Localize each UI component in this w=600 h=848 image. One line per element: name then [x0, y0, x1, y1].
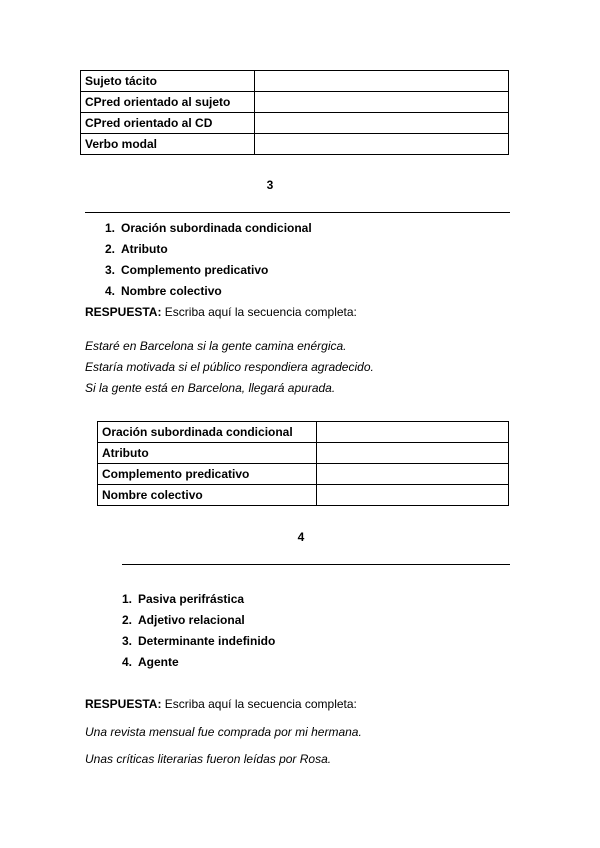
item-label: Adjetivo relacional: [138, 613, 245, 627]
item-label: Agente: [138, 655, 179, 669]
response-label: RESPUESTA:: [85, 697, 162, 711]
section-divider: [85, 212, 510, 213]
table-row-label: Nombre colectivo: [98, 485, 317, 506]
item-label: Nombre colectivo: [121, 284, 222, 298]
table-row: [81, 134, 509, 155]
response-instruction: Escriba aquí la secuencia completa:: [161, 305, 357, 319]
answer-cell[interactable]: [255, 71, 509, 92]
item-number: 4.: [105, 284, 116, 298]
answer-table-3: [97, 421, 509, 506]
table-row: [98, 464, 509, 485]
item-number: 2.: [105, 242, 116, 256]
answer-cell[interactable]: [317, 464, 509, 485]
table-row: [98, 443, 509, 464]
answer-sentence: Estaría motivada si el público respondiera agradecido.: [85, 360, 374, 374]
table-row-label: Sujeto tácito: [81, 71, 255, 92]
table-row-label: CPred orientado al sujeto: [81, 92, 255, 113]
answer-cell[interactable]: [317, 485, 509, 506]
list-item: [122, 589, 275, 610]
answer-cell[interactable]: [255, 92, 509, 113]
table-row-label: Verbo modal: [81, 134, 255, 155]
section-number-3: 3: [266, 178, 274, 192]
section-number-4: 4: [297, 530, 305, 544]
response-prompt: [85, 697, 357, 711]
answer-sentence: Si la gente está en Barcelona, llegará apurada.: [85, 381, 336, 395]
list-item: [105, 239, 312, 260]
table-row-label: Atributo: [98, 443, 317, 464]
answer-cell[interactable]: [255, 113, 509, 134]
list-item: [122, 652, 275, 673]
section-3-item-list: [105, 218, 312, 302]
answer-table-2: [80, 70, 509, 155]
item-number: 3.: [122, 634, 133, 648]
table-row-label: Oración subordinada condicional: [98, 422, 317, 443]
item-label: Determinante indefinido: [138, 634, 276, 648]
item-number: 4.: [122, 655, 133, 669]
answer-cell[interactable]: [317, 422, 509, 443]
item-label: Oración subordinada condicional: [121, 221, 312, 235]
item-number: 1.: [105, 221, 116, 235]
table-row: [81, 113, 509, 134]
item-label: Complemento predicativo: [121, 263, 269, 277]
answer-sentence: Estaré en Barcelona si la gente camina enérgica.: [85, 339, 347, 353]
section-4-item-list: [122, 589, 275, 673]
answer-cell[interactable]: [317, 443, 509, 464]
table-row-label: CPred orientado al CD: [81, 113, 255, 134]
response-label: RESPUESTA:: [85, 305, 162, 319]
table-row: [98, 485, 509, 506]
item-label: Atributo: [121, 242, 168, 256]
list-item: [122, 610, 275, 631]
section-divider: [122, 564, 510, 565]
answer-sentence: Una revista mensual fue comprada por mi hermana.: [85, 725, 362, 739]
table-row-label: Complemento predicativo: [98, 464, 317, 485]
list-item: [105, 260, 312, 281]
response-prompt: [85, 305, 357, 319]
list-item: [105, 218, 312, 239]
item-label: Pasiva perifrástica: [138, 592, 245, 606]
item-number: 1.: [122, 592, 133, 606]
table-row: [81, 92, 509, 113]
item-number: 3.: [105, 263, 116, 277]
item-number: 2.: [122, 613, 133, 627]
list-item: [105, 281, 312, 302]
table-row: [98, 422, 509, 443]
list-item: [122, 631, 275, 652]
table-row: [81, 71, 509, 92]
answer-sentence: Unas críticas literarias fueron leídas por Rosa.: [85, 752, 332, 766]
answer-cell[interactable]: [255, 134, 509, 155]
response-instruction: Escriba aquí la secuencia completa:: [161, 697, 357, 711]
